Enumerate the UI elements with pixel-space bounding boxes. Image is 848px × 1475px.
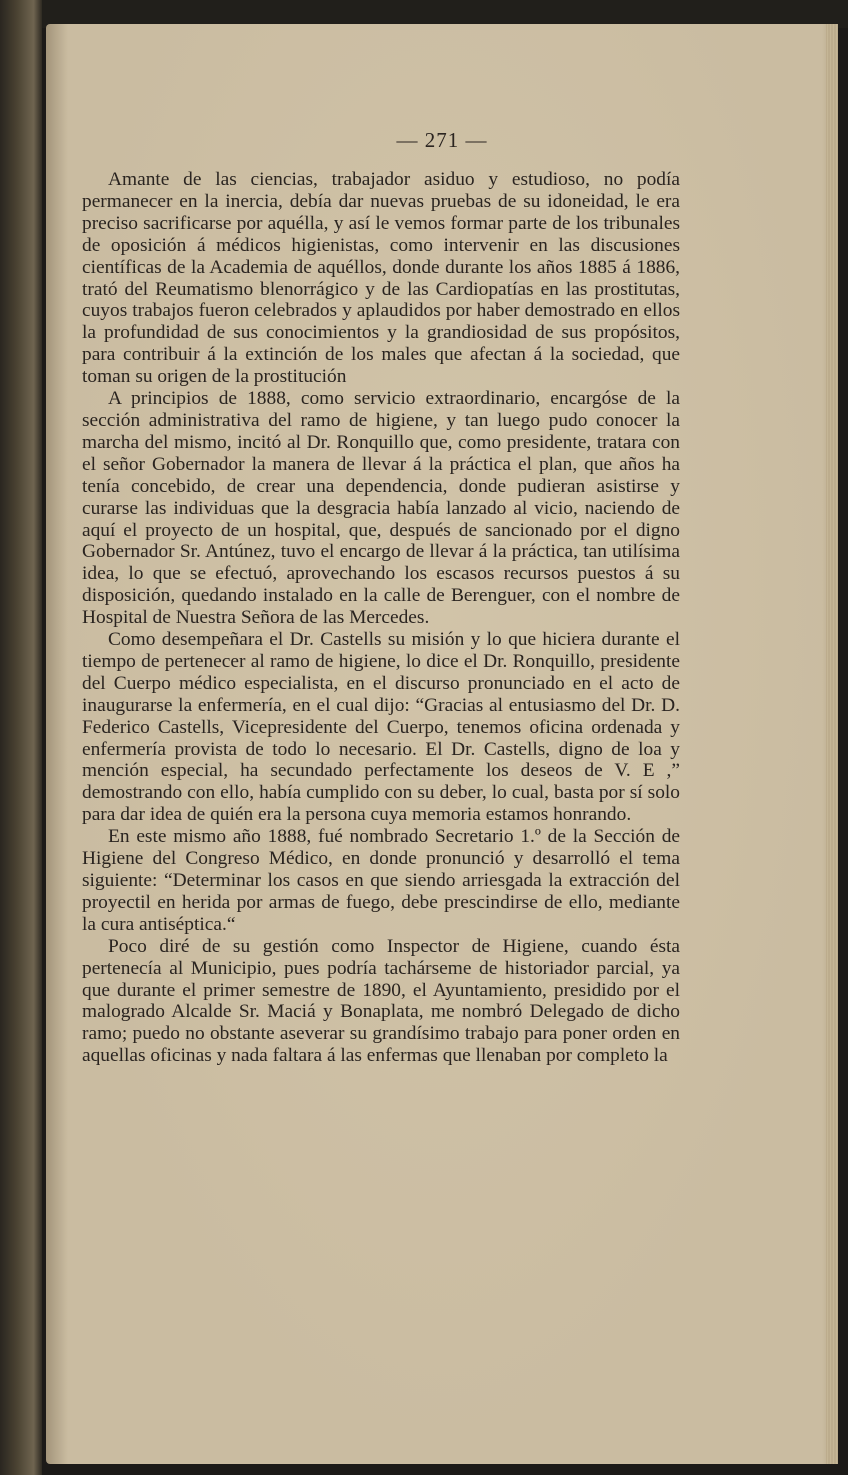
paragraph-1: Amante de las ciencias, trabajador asiduo y estudioso, no podía permanecer en la inercia, debía dar nuevas pruebas de su idoneidad, le era preciso sacrificarse por aquélla, y así le vemos formar parte de los tribunales de oposición á médicos higienistas, como intervenir en las discusiones científicas de la Academia de aquéllos, donde durante los años 1885 á 1886, trató del Reumatismo blenorrágico y de las Cardiopatías en las prostitutas, cuyos trabajos fueron celebrados y aplaudidos por haber demostrado en ellos la profundidad de sus conocimientos y la grandiosidad de sus propósitos, para contribuir á la extinción de los males que afectan á la sociedad, que toman su origen de la prostitución [82, 169, 680, 388]
paragraph-5: Poco diré de su gestión como Inspector de Higiene, cuando ésta pertenecía al Municipio, pues podría tachárseme de historiador parcial, ya que durante el primer semestre de 1890, el Ayuntamiento, presidido por el malogrado Alcalde Sr. Maciá y Bonaplata, me nombró Delegado de dicho ramo; puedo no obstante aseverar su grandísimo trabajo para poner orden en aquellas oficinas y nada faltara á las enfermas que llenaban por completo la [82, 935, 680, 1067]
body-text [82, 169, 680, 1067]
paragraph-4: En este mismo año 1888, fué nombrado Secretario 1.º de la Sección de Higiene del Congreso Médico, en donde pronunció y desarrolló el tema siguiente: “Determinar los casos en que siendo arriesgada la extracción del proyectil en herida por armas de fuego, debe prescindirse de ello, mediante la cura antiséptica.“ [82, 826, 680, 935]
paragraph-2: A principios de 1888, como servicio extraordinario, encargóse de la sección administrativa del ramo de higiene, y tan luego pudo conocer la marcha del mismo, incitó al Dr. Ronquillo que, como presidente, tratara con el señor Gobernador la manera de llevar á la práctica el plan, que años ha tenía concebido, de crear una dependencia, donde pudieran asistirse y curarse las individuas que la desgracia había lanzado al vicio, naciendo de aquí el proyecto de un hospital, que, después de sancionado por el digno Gobernador Sr. Antúnez, tuvo el encargo de llevar á la práctica, tan utilísima idea, lo que se efectuó, aprovechando los escasos recursos puestos á su disposición, quedando instalado en la calle de Berenguer, con el nombre de Hospital de Nuestra Señora de las Mercedes. [82, 388, 680, 629]
book-spine-edge [0, 0, 42, 1475]
page-fore-edge [826, 24, 838, 1464]
page-number-header: — 271 — [396, 128, 488, 152]
paragraph-3: Como desempeñara el Dr. Castells su misión y lo que hiciera durante el tiempo de pertenecer al ramo de higiene, lo dice el Dr. Ronquillo, presidente del Cuerpo médico especialista, en el discurso pronunciado en el acto de inaugurarse la enfermería, en el cual dijo: “Gracias al entusiasmo del Dr. D. Federico Castells, Vicepresidente del Cuerpo, tenemos oficina ordenada y enfermería provista de todo lo necesario. El Dr. Castells, digno de loa y mención especial, ha secundado perfectamente los deseos de V. E ,” demostrando con ello, había cumplido con su deber, lo cual, basta por sí solo para dar idea de quién era la persona cuya memoria estamos honrando. [82, 629, 680, 826]
book-page [46, 24, 838, 1464]
